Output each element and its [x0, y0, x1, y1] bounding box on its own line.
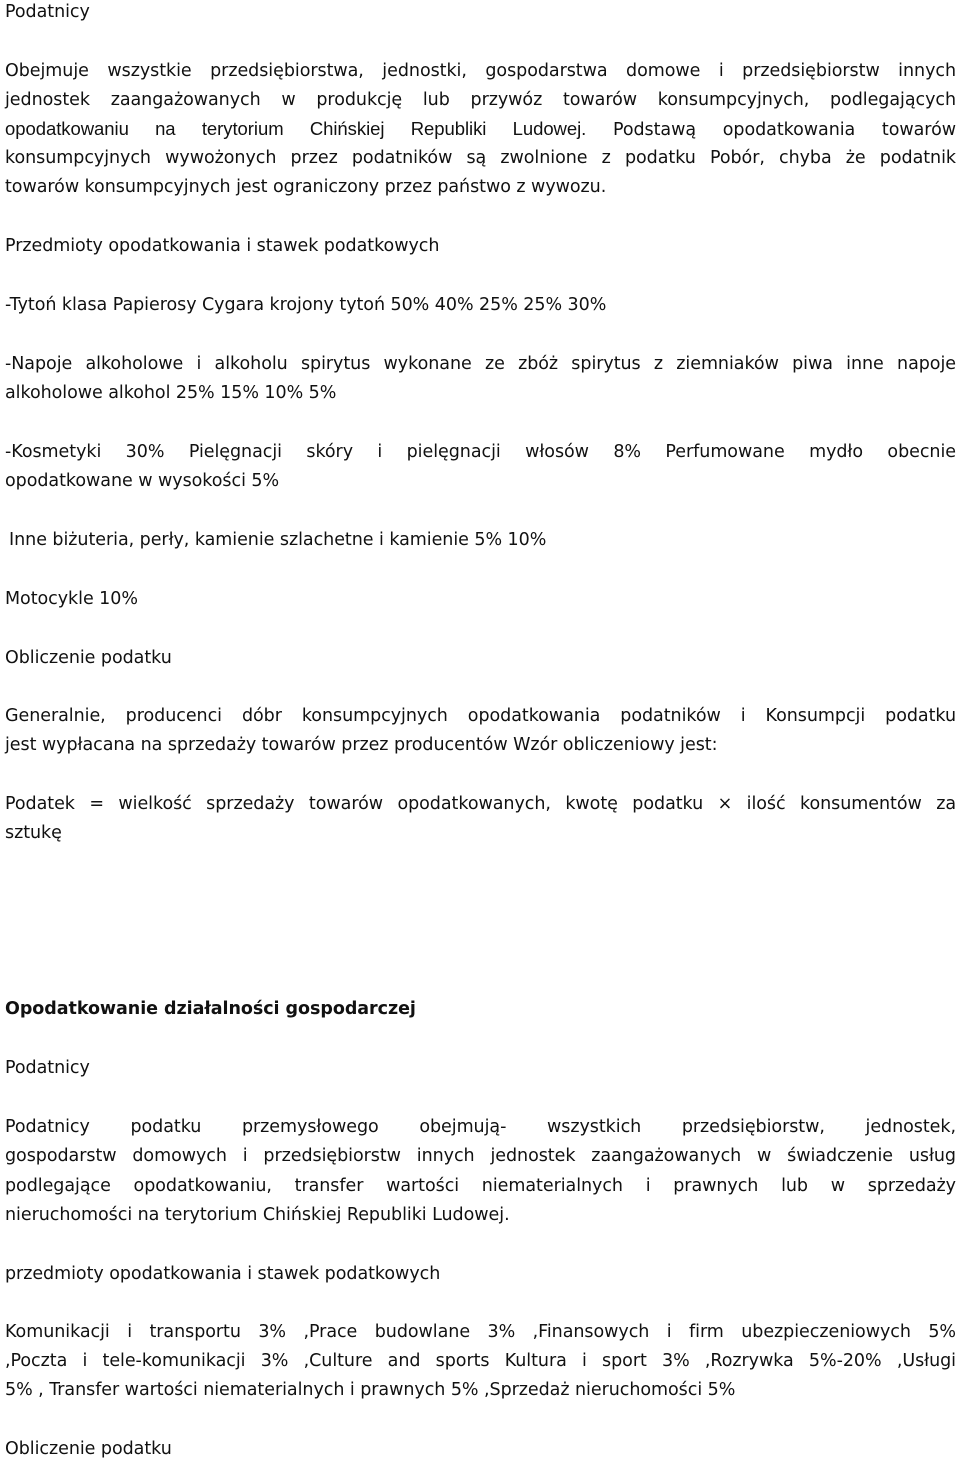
jewelry-rates: Inne biżuteria, perły, kamienie szlachetne i kamienie 5% 10%: [9, 530, 547, 550]
tobacco-rates: -Tytoń klasa Papierosy Cygara krojony tytoń 50% 40% 25% 25% 30%: [5, 295, 607, 315]
intro-line-1: Obejmuje wszystkie przedsiębiorstwa, jednostki, gospodarstwa domowe i przedsiębiorstw innych: [5, 61, 956, 81]
intro-line-3-part1: opodatkowaniu na terytorium Chińskiej Republiki Ludowej.: [5, 118, 587, 139]
business-payers-heading: Podatnicy: [5, 1058, 90, 1078]
formula-line-1: Podatek = wielkość sprzedaży towarów opodatkowanych, kwotę podatku × ilość konsumentów za: [5, 794, 956, 814]
business-calculation-heading: Obliczenie podatku: [5, 1439, 172, 1459]
business-payers-line-1: [5, 1117, 956, 1137]
motorcycles-rate: Motocykle 10%: [5, 589, 138, 609]
alcohol-line-2: alkoholowe alkohol 25% 15% 10% 5%: [5, 383, 337, 403]
business-payers-part1: Podatnicy podatku przemysłowego obejmują-: [5, 1117, 507, 1137]
business-payers-line-4: nieruchomości na terytorium Chińskiej Republiki Ludowej.: [5, 1205, 510, 1225]
business-payers-line-3: podlegające opodatkowaniu, transfer wartości niematerialnych i prawnych lub w sprzedaży: [5, 1176, 956, 1196]
alcohol-line-1: -Napoje alkoholowe i alkoholu spirytus wykonane ze zbóż spirytus z ziemniaków piwa inne napoje: [5, 354, 956, 374]
calculation-line-1: Generalnie, producenci dóbr konsumpcyjnych opodatkowania podatników i Konsumpcji podatku: [5, 706, 956, 726]
business-rates-line-1: Komunikacji i transportu 3% ,Prace budowlane 3% ,Finansowych i firm ubezpieczeniowych 5%: [5, 1322, 956, 1342]
business-rates-line-3: 5% , Transfer wartości niematerialnych i prawnych 5% ,Sprzedaż nieruchomości 5%: [5, 1380, 736, 1400]
intro-line-2: jednostek zaangażowanych w produkcję lub przywóz towarów konsumpcyjnych, podlegających: [5, 90, 956, 110]
formula-line-2: sztukę: [5, 823, 62, 843]
cosmetics-part2: Perfumowane mydło obecnie: [665, 442, 956, 462]
cosmetics-line-2: opodatkowane w wysokości 5%: [5, 471, 280, 491]
intro-line-3-part2: Podstawą opodatkowania towarów: [612, 120, 956, 140]
calculation-heading: Obliczenie podatku: [5, 648, 172, 668]
business-payers-line-2: gospodarstw domowych i przedsiębiorstw innych jednostek zaangażowanych w świadczenie usług: [5, 1146, 956, 1166]
business-tax-heading: Opodatkowanie działalności gospodarczej: [5, 999, 416, 1019]
intro-line-3: [5, 119, 956, 140]
cosmetics-part1: -Kosmetyki 30% Pielęgnacji skóry i pielęgnacji włosów 8%: [5, 442, 642, 462]
intro-line-4: konsumpcyjnych wywożonych przez podatników są zwolnione z podatku Pobór, chyba że podatnik: [5, 148, 956, 168]
section-heading-podatnicy: Podatnicy: [5, 2, 90, 22]
intro-line-5: towarów konsumpcyjnych jest ograniczony przez państwo z wywozu.: [5, 177, 607, 197]
business-subjects-heading: przedmioty opodatkowania i stawek podatkowych: [5, 1264, 441, 1284]
business-rates-line-2: ,Poczta i tele-komunikacji 3% ,Culture and sports Kultura i sport 3% ,Rozrywka 5%-20% ,Usługi: [5, 1351, 956, 1371]
calculation-line-2: jest wypłacana na sprzedaży towarów przez producentów Wzór obliczeniowy jest:: [5, 735, 718, 755]
cosmetics-line-1: [5, 442, 956, 462]
business-payers-part2: wszystkich przedsiębiorstw, jednostek,: [547, 1117, 956, 1137]
subjects-heading: Przedmioty opodatkowania i stawek podatkowych: [5, 236, 440, 256]
